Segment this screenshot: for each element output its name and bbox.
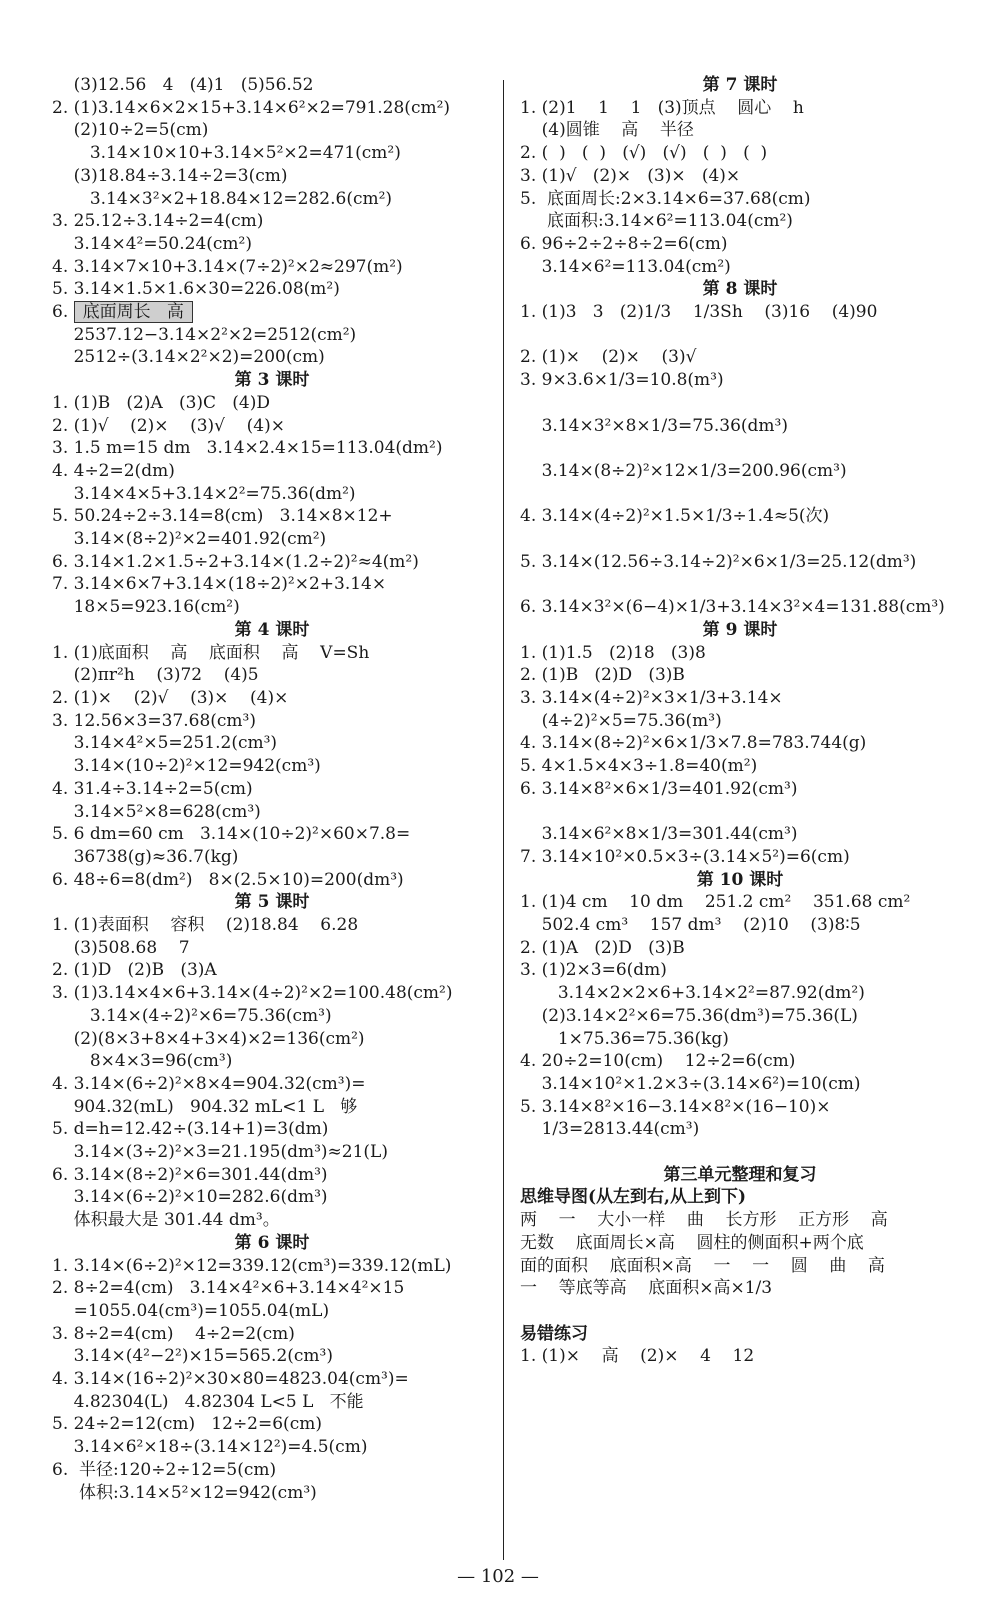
answer-line: 7. 3.14×6×7+3.14×(18÷2)²×2+3.14× [52, 574, 387, 595]
answer-line: 3.14×6²×8×1/3=301.44(cm³) [520, 824, 798, 845]
answer-line: 4. 31.4÷3.14÷2=5(cm) [52, 778, 253, 799]
lesson-heading: 第 3 课时 [234, 370, 310, 391]
mind-map-heading: 思维导图(从左到右,从上到下) [520, 1187, 747, 1208]
answer-line: 6. 半径:120÷2÷12=5(cm) [52, 1459, 277, 1480]
answer-line: 3.14×3²×2+18.84×12=282.6(cm²) [52, 188, 393, 209]
lesson-heading: 第 10 课时 [696, 869, 784, 890]
answer-line: 3. 3.14×(4÷2)²×3×1/3+3.14× [520, 687, 783, 708]
spacer-line [520, 324, 960, 347]
answer-line: 1. (1)3 3 (2)1/3 1/3Sh (3)16 (4)90 [520, 302, 878, 323]
answer-line: 5. 3.14×1.5×1.6×30=226.08(m²) [52, 279, 340, 300]
boxed-answer: 底面周长 高 [74, 301, 193, 323]
answer-line: 5. 3.14×(12.56÷3.14÷2)²×6×1/3=25.12(dm³) [520, 551, 917, 572]
answer-line: 3. 8÷2=4(cm) 4÷2=2(cm) [52, 1323, 295, 1344]
answer-line: 体积最大是 301.44 dm³。 [52, 1210, 280, 1231]
answer-line: 4.82304(L) 4.82304 L<5 L 不能 [52, 1391, 364, 1412]
answer-line: 5. 24÷2=12(cm) 12÷2=6(cm) [52, 1414, 322, 1435]
answer-line: 2. (1)× (2)√ (3)× (4)× [52, 687, 289, 708]
question-number: 6. [52, 302, 69, 323]
answer-line: 3.14×(3÷2)²×3=21.195(dm³)≈21(L) [52, 1142, 388, 1163]
answer-line: 3.14×4²×5=251.2(cm³) [52, 733, 278, 754]
answer-line: 6. 48÷6=8(dm²) 8×(2.5×10)=200(dm³) [52, 869, 404, 890]
answer-line: (4)圆锥 高 半径 [520, 120, 694, 141]
answer-line: (4÷2)²×5=75.36(m³) [520, 710, 722, 731]
answer-line: 3.14×(8÷2)²×12×1/3=200.96(cm³) [520, 460, 847, 481]
answer-line: 2. (1)× (2)× (3)√ [520, 347, 697, 368]
answer-line: 3.14×4×5+3.14×2²=75.36(dm²) [52, 483, 356, 504]
answer-line: 3. 9×3.6×1/3=10.8(m³) [520, 370, 724, 391]
answer-line: 1. (1)4 cm 10 dm 251.2 cm² 351.68 cm² [520, 892, 911, 913]
right-answer-column [520, 74, 960, 1368]
answer-line: 6. 3.14×8²×6×1/3=401.92(cm³) [520, 778, 798, 799]
answer-line: (2)3.14×2²×6=75.36(dm³)=75.36(L) [520, 1005, 858, 1026]
spacer-line [520, 437, 960, 460]
answer-line: =1055.04(cm³)=1055.04(mL) [52, 1300, 330, 1321]
answer-line: 1. (1)1.5 (2)18 (3)8 [520, 642, 706, 663]
answer-line: 2512÷(3.14×2²×2)=200(cm) [52, 347, 325, 368]
answer-line: 3.14×(4²−2²)×15=565.2(cm³) [52, 1346, 333, 1367]
answer-line: 一 等底等高 底面积×高×1/3 [520, 1278, 773, 1299]
answer-line: 2. 8÷2=4(cm) 3.14×4²×6+3.14×4²×15 [52, 1278, 405, 1299]
answer-line: 36738(g)≈36.7(kg) [52, 846, 239, 867]
answer-line: 2. (1)B (2)D (3)B [520, 665, 685, 686]
answer-line: 1. 3.14×(6÷2)²×12=339.12(cm³)=339.12(mL) [52, 1255, 452, 1276]
answer-line: 3.14×(4÷2)²×6=75.36(cm³) [52, 1005, 332, 1026]
answer-line: 2. (1)D (2)B (3)A [52, 960, 217, 981]
answer-line: 3.14×3²×8×1/3=75.36(dm³) [520, 415, 788, 436]
answer-line: 4. 20÷2=10(cm) 12÷2=6(cm) [520, 1051, 796, 1072]
answer-line: 面的面积 底面积×高 一 一 圆 曲 高 [520, 1255, 885, 1276]
lesson-heading: 第 6 课时 [234, 1232, 310, 1253]
answer-line: 3.14×6²×18÷(3.14×12²)=4.5(cm) [52, 1437, 368, 1458]
answer-line: 3. (1)√ (2)× (3)× (4)× [520, 165, 741, 186]
spacer-line [520, 801, 960, 824]
answer-line: 7. 3.14×10²×0.5×3÷(3.14×5²)=6(cm) [520, 846, 850, 867]
answer-line: (3)508.68 7 [52, 937, 190, 958]
answer-line: 3.14×(6÷2)²×10=282.6(dm³) [52, 1187, 328, 1208]
spacer-line [520, 483, 960, 506]
answer-line: 6. 3.14×1.2×1.5÷2+3.14×(1.2÷2)²≈4(m²) [52, 551, 419, 572]
answer-line: 5. 底面周长:2×3.14×6=37.68(cm) [520, 188, 811, 209]
answer-line: 904.32(mL) 904.32 mL<1 L 够 [52, 1096, 358, 1117]
answer-line: 5. 50.24÷2÷3.14=8(cm) 3.14×8×12+ [52, 506, 393, 527]
unit-review-heading: 第三单元整理和复习 [663, 1164, 817, 1185]
answer-line: 2537.12−3.14×2²×2=2512(cm²) [52, 324, 357, 345]
answer-line: 两 一 大小一样 曲 长方形 正方形 高 [520, 1210, 888, 1231]
error-practice-heading: 易错练习 [520, 1323, 588, 1344]
answer-line: 1. (1)× 高 (2)× 4 12 [520, 1346, 755, 1367]
answer-line: 8×4×3=96(cm³) [52, 1051, 233, 1072]
answer-line: 4. 3.14×(4÷2)²×1.5×1/3÷1.4≈5(次) [520, 506, 830, 527]
answer-line: 6. 3.14×3²×(6−4)×1/3+3.14×3²×4=131.88(cm³) [520, 597, 945, 618]
lesson-heading: 第 5 课时 [234, 892, 310, 913]
answer-line: 4. 3.14×(6÷2)²×8×4=904.32(cm³)= [52, 1073, 366, 1094]
spacer-line [520, 1300, 960, 1323]
answer-line: 6. 3.14×(8÷2)²×6=301.44(dm³) [52, 1164, 328, 1185]
answer-line: 5. d=h=12.42÷(3.14+1)=3(dm) [52, 1119, 329, 1140]
lesson-heading: 第 9 课时 [702, 619, 778, 640]
answer-line: 5. 4×1.5×4×3÷1.8=40(m²) [520, 756, 758, 777]
answer-line: 无数 底面周长×高 圆柱的侧面积+两个底 [520, 1232, 864, 1253]
answer-line: (2)(8×3+8×4+3×4)×2=136(cm²) [52, 1028, 365, 1049]
spacer-line [520, 1141, 960, 1164]
answer-line: 1. (1)B (2)A (3)C (4)D [52, 392, 270, 413]
spacer-line [520, 528, 960, 551]
answer-line: 1×75.36=75.36(kg) [520, 1028, 729, 1049]
lesson-heading: 第 8 课时 [702, 279, 778, 300]
answer-line: 3.14×5²×8=628(cm³) [52, 801, 261, 822]
answer-line: 1/3=2813.44(cm³) [520, 1119, 700, 1140]
answer-line: 3. 12.56×3=37.68(cm³) [52, 710, 256, 731]
answer-line: (2)πr²h (3)72 (4)5 [52, 665, 259, 686]
answer-line: 2. (1)3.14×6×2×15+3.14×6²×2=791.28(cm²) [52, 97, 451, 118]
answer-line-boxed [52, 301, 492, 324]
answer-line: 1. (2)1 1 1 (3)顶点 圆心 h [520, 97, 804, 118]
answer-line: 5. 3.14×8²×16−3.14×8²×(16−10)× [520, 1096, 831, 1117]
lesson-heading: 第 7 课时 [702, 75, 778, 95]
answer-line: (3)12.56 4 (4)1 (5)56.52 [52, 75, 314, 95]
lesson-heading: 第 4 课时 [234, 619, 310, 640]
answer-line: 底面积:3.14×6²=113.04(cm²) [520, 211, 793, 232]
answer-line: 18×5=923.16(cm²) [52, 597, 240, 618]
column-divider [503, 80, 504, 1560]
answer-line: 3. 25.12÷3.14÷2=4(cm) [52, 211, 264, 232]
answer-line: 3.14×10²×1.2×3÷(3.14×6²)=10(cm) [520, 1073, 861, 1094]
answer-line: 5. 6 dm=60 cm 3.14×(10÷2)²×60×7.8= [52, 824, 411, 845]
page-number: — 102 — [457, 1566, 539, 1587]
answer-line: 4. 4÷2=2(dm) [52, 460, 175, 481]
answer-line: 3.14×(8÷2)²×2=401.92(cm²) [52, 529, 327, 550]
answer-line: (2)10÷2=5(cm) [52, 120, 209, 141]
answer-line: 3.14×(10÷2)²×12=942(cm³) [52, 756, 321, 777]
answer-line: 4. 3.14×7×10+3.14×(7÷2)²×2≈297(m²) [52, 256, 403, 277]
answer-line: 3. (1)2×3=6(dm) [520, 960, 667, 981]
answer-line: 1. (1)表面积 容积 (2)18.84 6.28 [52, 915, 359, 936]
answer-line: 体积:3.14×5²×12=942(cm³) [52, 1482, 317, 1503]
answer-line: 3.14×2×2×6+3.14×2²=87.92(dm²) [520, 983, 865, 1004]
answer-line: 2. (1)√ (2)× (3)√ (4)× [52, 415, 285, 436]
answer-line: 2. ( ) ( ) (√) (√) ( ) ( ) [520, 143, 768, 164]
answer-line: 3. 1.5 m=15 dm 3.14×2.4×15=113.04(dm²) [52, 438, 443, 459]
answer-line: 502.4 cm³ 157 dm³ (2)10 (3)8∶5 [520, 915, 861, 936]
answer-line: 3. (1)3.14×4×6+3.14×(4÷2)²×2=100.48(cm²) [52, 983, 453, 1004]
answer-line: 6. 96÷2÷2÷8÷2=6(cm) [520, 233, 728, 254]
answer-line: 3.14×6²=113.04(cm²) [520, 256, 731, 277]
spacer-line [520, 573, 960, 596]
answer-line: 3.14×10×10+3.14×5²×2=471(cm²) [52, 143, 401, 164]
answer-line: (3)18.84÷3.14÷2=3(cm) [52, 165, 288, 186]
answer-line: 4. 3.14×(16÷2)²×30×80=4823.04(cm³)= [52, 1369, 409, 1390]
answer-line: 2. (1)A (2)D (3)B [520, 937, 685, 958]
answer-line: 3.14×4²=50.24(cm²) [52, 233, 252, 254]
left-answer-column [52, 74, 492, 1504]
answer-line: 4. 3.14×(8÷2)²×6×1/3×7.8=783.744(g) [520, 733, 867, 754]
answer-line: 1. (1)底面积 高 底面积 高 V=Sh [52, 642, 370, 663]
spacer-line [520, 392, 960, 415]
